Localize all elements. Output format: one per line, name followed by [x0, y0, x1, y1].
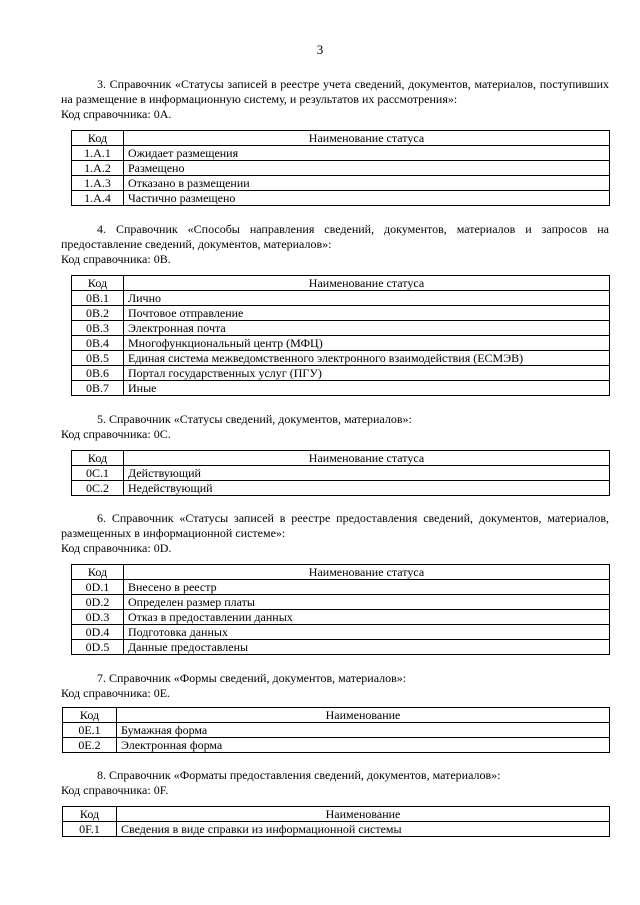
table-row [63, 738, 610, 753]
cell-name: Бумажная форма [117, 723, 610, 738]
cell-code: 0B.5 [72, 351, 124, 366]
col-header-code: Код [72, 131, 124, 146]
cell-name: Частично размещено [124, 191, 610, 206]
cell-code: 0B.3 [72, 321, 124, 336]
table-row [72, 481, 610, 496]
page-number: 3 [316, 42, 324, 57]
cell-name: Единая система межведомственного электронного взаимодействия (ЕСМЭВ) [124, 351, 610, 366]
cell-name: Портал государственных услуг (ПГУ) [124, 366, 610, 381]
table-row [72, 580, 610, 595]
table-0E [62, 707, 610, 753]
section-paragraph: 3. Справочник «Статусы записей в реестре учета сведений, документов, материалов, поступивших на размещение в информационную систему, и результатов их рассмотрения»: [61, 77, 609, 106]
cell-code: 0D.5 [72, 640, 124, 655]
directory-code: Код справочника: 0F. [61, 783, 169, 797]
table-row [72, 291, 610, 306]
table-row [72, 466, 610, 481]
section-paragraph: 6. Справочник «Статусы записей в реестре предоставления сведений, документов, материалов, размещенных в информационной системе»: [61, 511, 609, 540]
directory-code: Код справочника: 0C. [61, 427, 171, 441]
cell-code: 1.A.1 [72, 146, 124, 161]
cell-name: Многофункциональный центр (МФЦ) [124, 336, 610, 351]
col-header-code: Код [63, 807, 117, 822]
cell-name: Отказано в размещении [124, 176, 610, 191]
section-4 [61, 222, 609, 267]
col-header-name: Наименование [117, 807, 610, 822]
section-paragraph: 5. Справочник «Статусы сведений, документов, материалов»: [97, 412, 412, 426]
col-header-code: Код [63, 708, 117, 723]
cell-code: 0D.1 [72, 580, 124, 595]
cell-name: Лично [124, 291, 610, 306]
cell-code: 0D.3 [72, 610, 124, 625]
col-header-code: Код [72, 565, 124, 580]
table-row [72, 351, 610, 366]
section-7 [61, 671, 609, 701]
cell-name: Иные [124, 381, 610, 396]
cell-code: 0E.2 [63, 738, 117, 753]
table-row [72, 595, 610, 610]
directory-code: Код справочника: 0A. [61, 107, 172, 121]
cell-code: 1.A.2 [72, 161, 124, 176]
table-header-row [72, 131, 610, 146]
table-header-row [72, 565, 610, 580]
cell-name: Электронная форма [117, 738, 610, 753]
table-row [72, 161, 610, 176]
cell-code: 0C.2 [72, 481, 124, 496]
table-header-row [72, 276, 610, 291]
table-row [72, 336, 610, 351]
table-row [72, 321, 610, 336]
cell-name: Недействующий [124, 481, 610, 496]
cell-code: 0B.1 [72, 291, 124, 306]
section-5 [61, 412, 609, 442]
col-header-status: Наименование статуса [124, 565, 610, 580]
table-row [72, 306, 610, 321]
col-header-status: Наименование статуса [124, 131, 610, 146]
cell-name: Определен размер платы [124, 595, 610, 610]
cell-name: Сведения в виде справки из информационной системы [117, 822, 610, 837]
cell-code: 0D.2 [72, 595, 124, 610]
cell-code: 0B.7 [72, 381, 124, 396]
section-paragraph: 7. Справочник «Формы сведений, документов, материалов»: [97, 671, 407, 685]
cell-code: 0D.4 [72, 625, 124, 640]
table-header-row [63, 807, 610, 822]
table-header-row [72, 451, 610, 466]
section-3 [61, 77, 609, 122]
cell-code: 0F.1 [63, 822, 117, 837]
table-0F [62, 806, 610, 837]
directory-code: Код справочника: 0B. [61, 252, 171, 266]
table-0A [71, 130, 610, 206]
section-8 [61, 768, 609, 798]
table-row [63, 822, 610, 837]
table-row [72, 176, 610, 191]
cell-name: Данные предоставлены [124, 640, 610, 655]
cell-code: 0B.6 [72, 366, 124, 381]
table-0D [71, 564, 610, 655]
section-paragraph: 8. Справочник «Форматы предоставления сведений, документов, материалов»: [97, 768, 501, 782]
col-header-code: Код [72, 276, 124, 291]
col-header-status: Наименование статуса [124, 276, 610, 291]
table-row [72, 625, 610, 640]
cell-name: Подготовка данных [124, 625, 610, 640]
cell-code: 0B.4 [72, 336, 124, 351]
col-header-name: Наименование [117, 708, 610, 723]
directory-code: Код справочника: 0D. [61, 541, 172, 555]
section-paragraph: 4. Справочник «Способы направления сведений, документов, материалов и запросов на предоставление сведений, документов, материалов»: [61, 222, 609, 251]
table-row [63, 723, 610, 738]
cell-name: Почтовое отправление [124, 306, 610, 321]
cell-code: 0B.2 [72, 306, 124, 321]
cell-name: Отказ в предоставлении данных [124, 610, 610, 625]
table-row [72, 610, 610, 625]
cell-code: 0C.1 [72, 466, 124, 481]
table-0B [71, 275, 610, 396]
table-0C [71, 450, 610, 496]
col-header-status: Наименование статуса [124, 451, 610, 466]
table-row [72, 640, 610, 655]
cell-code: 1.A.4 [72, 191, 124, 206]
table-row [72, 381, 610, 396]
cell-name: Электронная почта [124, 321, 610, 336]
cell-name: Внесено в реестр [124, 580, 610, 595]
table-header-row [63, 708, 610, 723]
directory-code: Код справочника: 0E. [61, 686, 171, 700]
cell-name: Действующий [124, 466, 610, 481]
table-row [72, 366, 610, 381]
cell-code: 0E.1 [63, 723, 117, 738]
table-row [72, 191, 610, 206]
cell-name: Ожидает размещения [124, 146, 610, 161]
cell-code: 1.A.3 [72, 176, 124, 191]
table-row [72, 146, 610, 161]
section-6 [61, 511, 609, 556]
cell-name: Размещено [124, 161, 610, 176]
col-header-code: Код [72, 451, 124, 466]
